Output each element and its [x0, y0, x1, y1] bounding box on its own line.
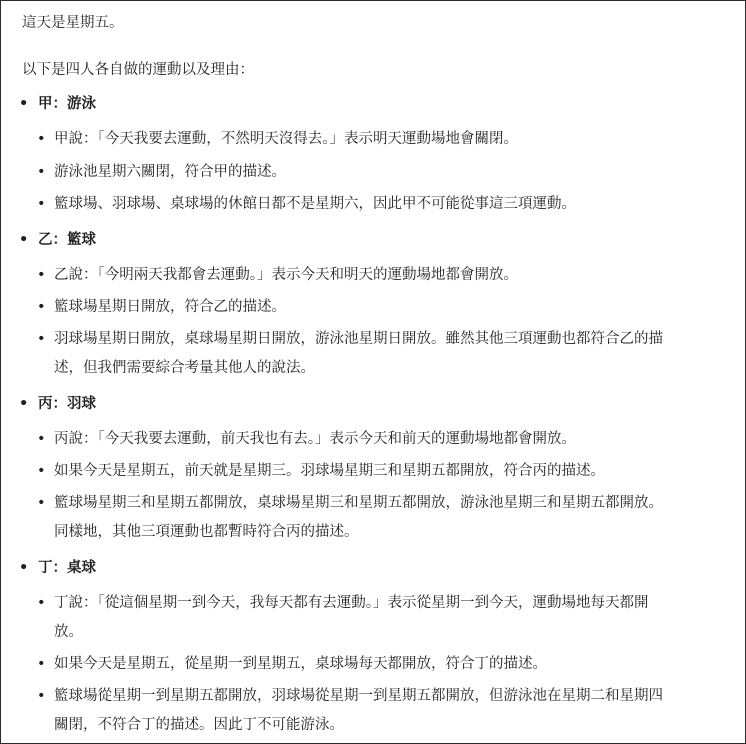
list-item-text: 放。 — [54, 624, 83, 640]
list-item-text: 籃球場、羽球場、桌球場的休館日都不是星期六，因此甲不可能從事這三項運動。 — [54, 196, 576, 212]
list-item-text: 籃球場從星期一到星期五都開放，羽球場從星期一到星期五都開放，但游泳池在星期二和星期四 — [54, 688, 663, 704]
bullet-icon: • — [37, 196, 46, 212]
bullet-icon: • — [37, 688, 46, 704]
heading-text: 甲：游泳 — [38, 96, 96, 112]
list-item-text: 游泳池星期六關閉，符合甲的描述。 — [54, 164, 286, 180]
heading-text: 乙：籃球 — [38, 232, 96, 248]
bullet-icon: • — [37, 595, 46, 611]
intro-paragraph: 這天是星期五。 — [22, 15, 124, 31]
bullet-icon: • — [37, 463, 46, 479]
list-item-text: 甲說：「今天我要去運動，不然明天沒得去。」表示明天運動場地會關閉。 — [54, 131, 518, 147]
bullet-icon: • — [19, 96, 29, 112]
heading-text: 丁：桌球 — [38, 560, 96, 576]
bullet-icon: • — [37, 131, 46, 147]
list-item-text: 關閉，不符合丁的描述。因此丁不可能游泳。 — [54, 717, 344, 733]
list-item-text: 籃球場星期日開放，符合乙的描述。 — [54, 299, 286, 315]
list-item-text: 如果今天是星期五，從星期一到星期五，桌球場每天都開放，符合丁的描述。 — [54, 656, 547, 672]
list-item-text: 羽球場星期日開放，桌球場星期日開放，游泳池星期日開放。雖然其他三項運動也都符合乙的描 — [54, 331, 663, 347]
list-item-text: 籃球場星期三和星期五都開放，桌球場星期三和星期五都開放，游泳池星期三和星期五都開放。 — [54, 495, 663, 511]
bullet-icon: • — [37, 267, 46, 283]
bullet-icon: • — [37, 656, 46, 672]
bullet-icon: • — [19, 396, 29, 412]
bullet-icon: • — [37, 299, 46, 315]
bullet-icon: • — [19, 560, 29, 576]
lead-paragraph: 以下是四人各自做的運動以及理由： — [22, 62, 254, 78]
heading-text: 丙：羽球 — [38, 396, 96, 412]
list-item-text: 同樣地，其他三項運動也都暫時符合丙的描述。 — [54, 524, 359, 540]
list-item-text: 乙說：「今明兩天我都會去運動。」表示今天和明天的運動場地都會開放。 — [54, 267, 518, 283]
list-item-text: 丁說：「從這個星期一到今天，我每天都有去運動。」表示從星期一到今天，運動場地每天都開 — [54, 595, 649, 611]
list-item-text: 丙說：「今天我要去運動，前天我也有去。」表示今天和前天的運動場地都會開放。 — [54, 431, 576, 447]
bullet-icon: • — [37, 495, 46, 511]
bullet-icon: • — [37, 164, 46, 180]
list-item-text: 如果今天是星期五，前天就是星期三。羽球場星期三和星期五都開放，符合丙的描述。 — [54, 463, 605, 479]
list-item-text: 述，但我們需要綜合考量其他人的說法。 — [54, 360, 315, 376]
bullet-icon: • — [37, 331, 46, 347]
bullet-icon: • — [37, 431, 46, 447]
bullet-icon: • — [19, 232, 29, 248]
